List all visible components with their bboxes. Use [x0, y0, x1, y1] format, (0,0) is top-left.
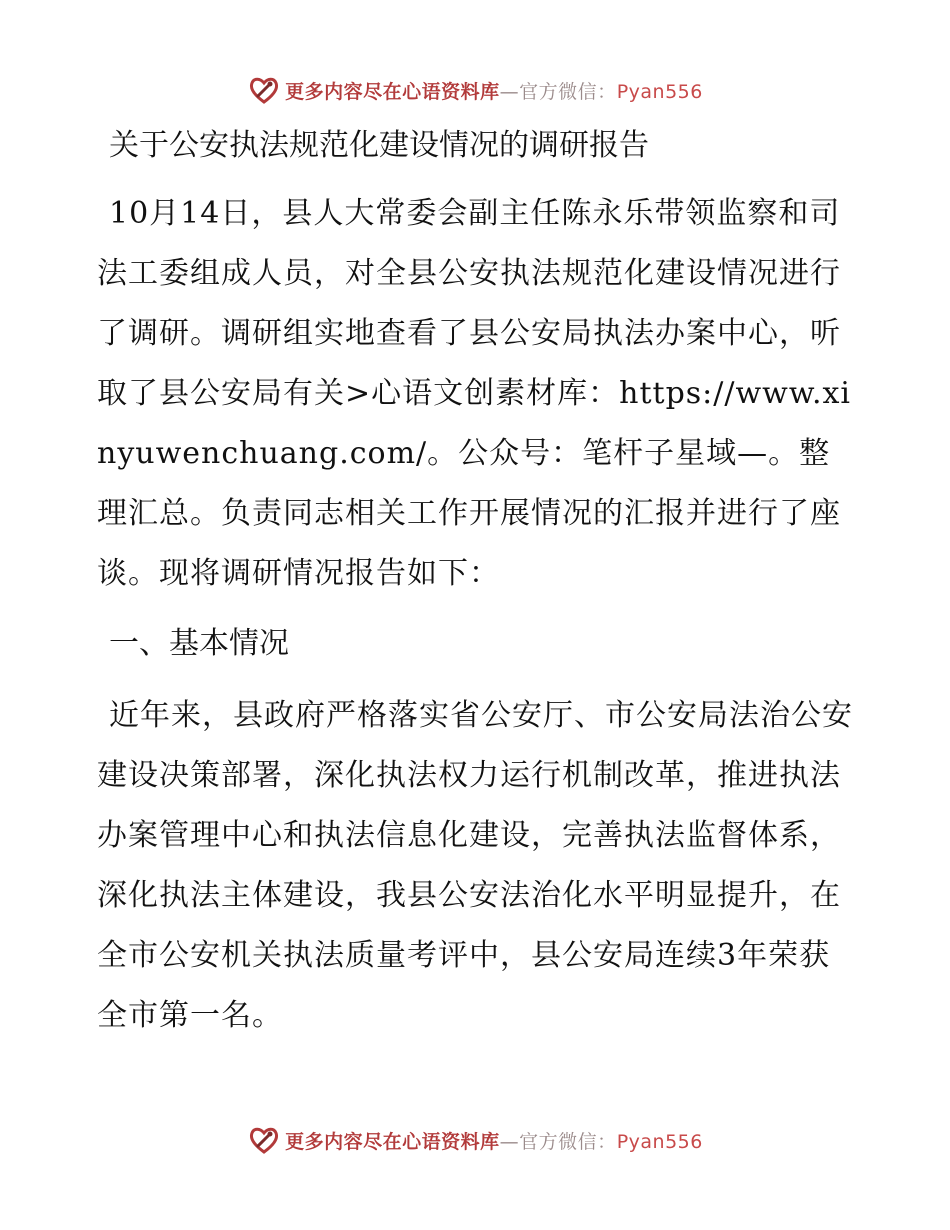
- section-paragraph-1: 近年来，县政府严格落实省公安厅、市公安局法治公安建设决策部署，深化执法权力运行机制改革，推进执法办案管理中心和执法信息化建设，完善执法监督体系，深化执法主体建设，我县公安法治化水平明显提升，在全市公安机关执法质量考评中，县公安局连续3年荣获全市第一名。: [97, 698, 853, 1033]
- watermark-primary: 更多内容尽在心语资料库: [285, 80, 500, 103]
- document-body: [97, 120, 857, 1060]
- watermark-secondary: 官方微信：: [519, 80, 617, 103]
- heart-pen-icon: [247, 73, 281, 107]
- heart-pen-icon: [247, 1123, 281, 1157]
- watermark-text: [285, 77, 703, 104]
- watermark-text: [285, 1127, 703, 1154]
- header-watermark-banner: [0, 70, 950, 110]
- watermark-separator: —: [499, 80, 520, 103]
- watermark-separator: —: [499, 1130, 520, 1153]
- document-title: 关于公安执法规范化建设情况的调研报告: [109, 128, 649, 163]
- watermark-handle: Pyan556: [616, 1130, 703, 1153]
- watermark-handle: Pyan556: [616, 80, 703, 103]
- intro-paragraph: 10月14日，县人大常委会副主任陈永乐带领监察和司法工委组成人员，对全县公安执法规范化建设情况进行了调研。调研组实地查看了县公安局执法办案中心，听取了县公安局有关>心语文创素材库：https://www.xinyuwenchuang.com/。公众号：笔杆子星域—。整理汇总。负责同志相关工作开展情况的汇报并进行了座谈。现将调研情况报告如下：: [97, 196, 852, 591]
- footer-watermark-banner: [0, 1120, 950, 1160]
- section-heading-1: 一、基本情况: [109, 626, 289, 661]
- watermark-secondary: 官方微信：: [519, 1130, 617, 1153]
- watermark-primary: 更多内容尽在心语资料库: [285, 1130, 500, 1153]
